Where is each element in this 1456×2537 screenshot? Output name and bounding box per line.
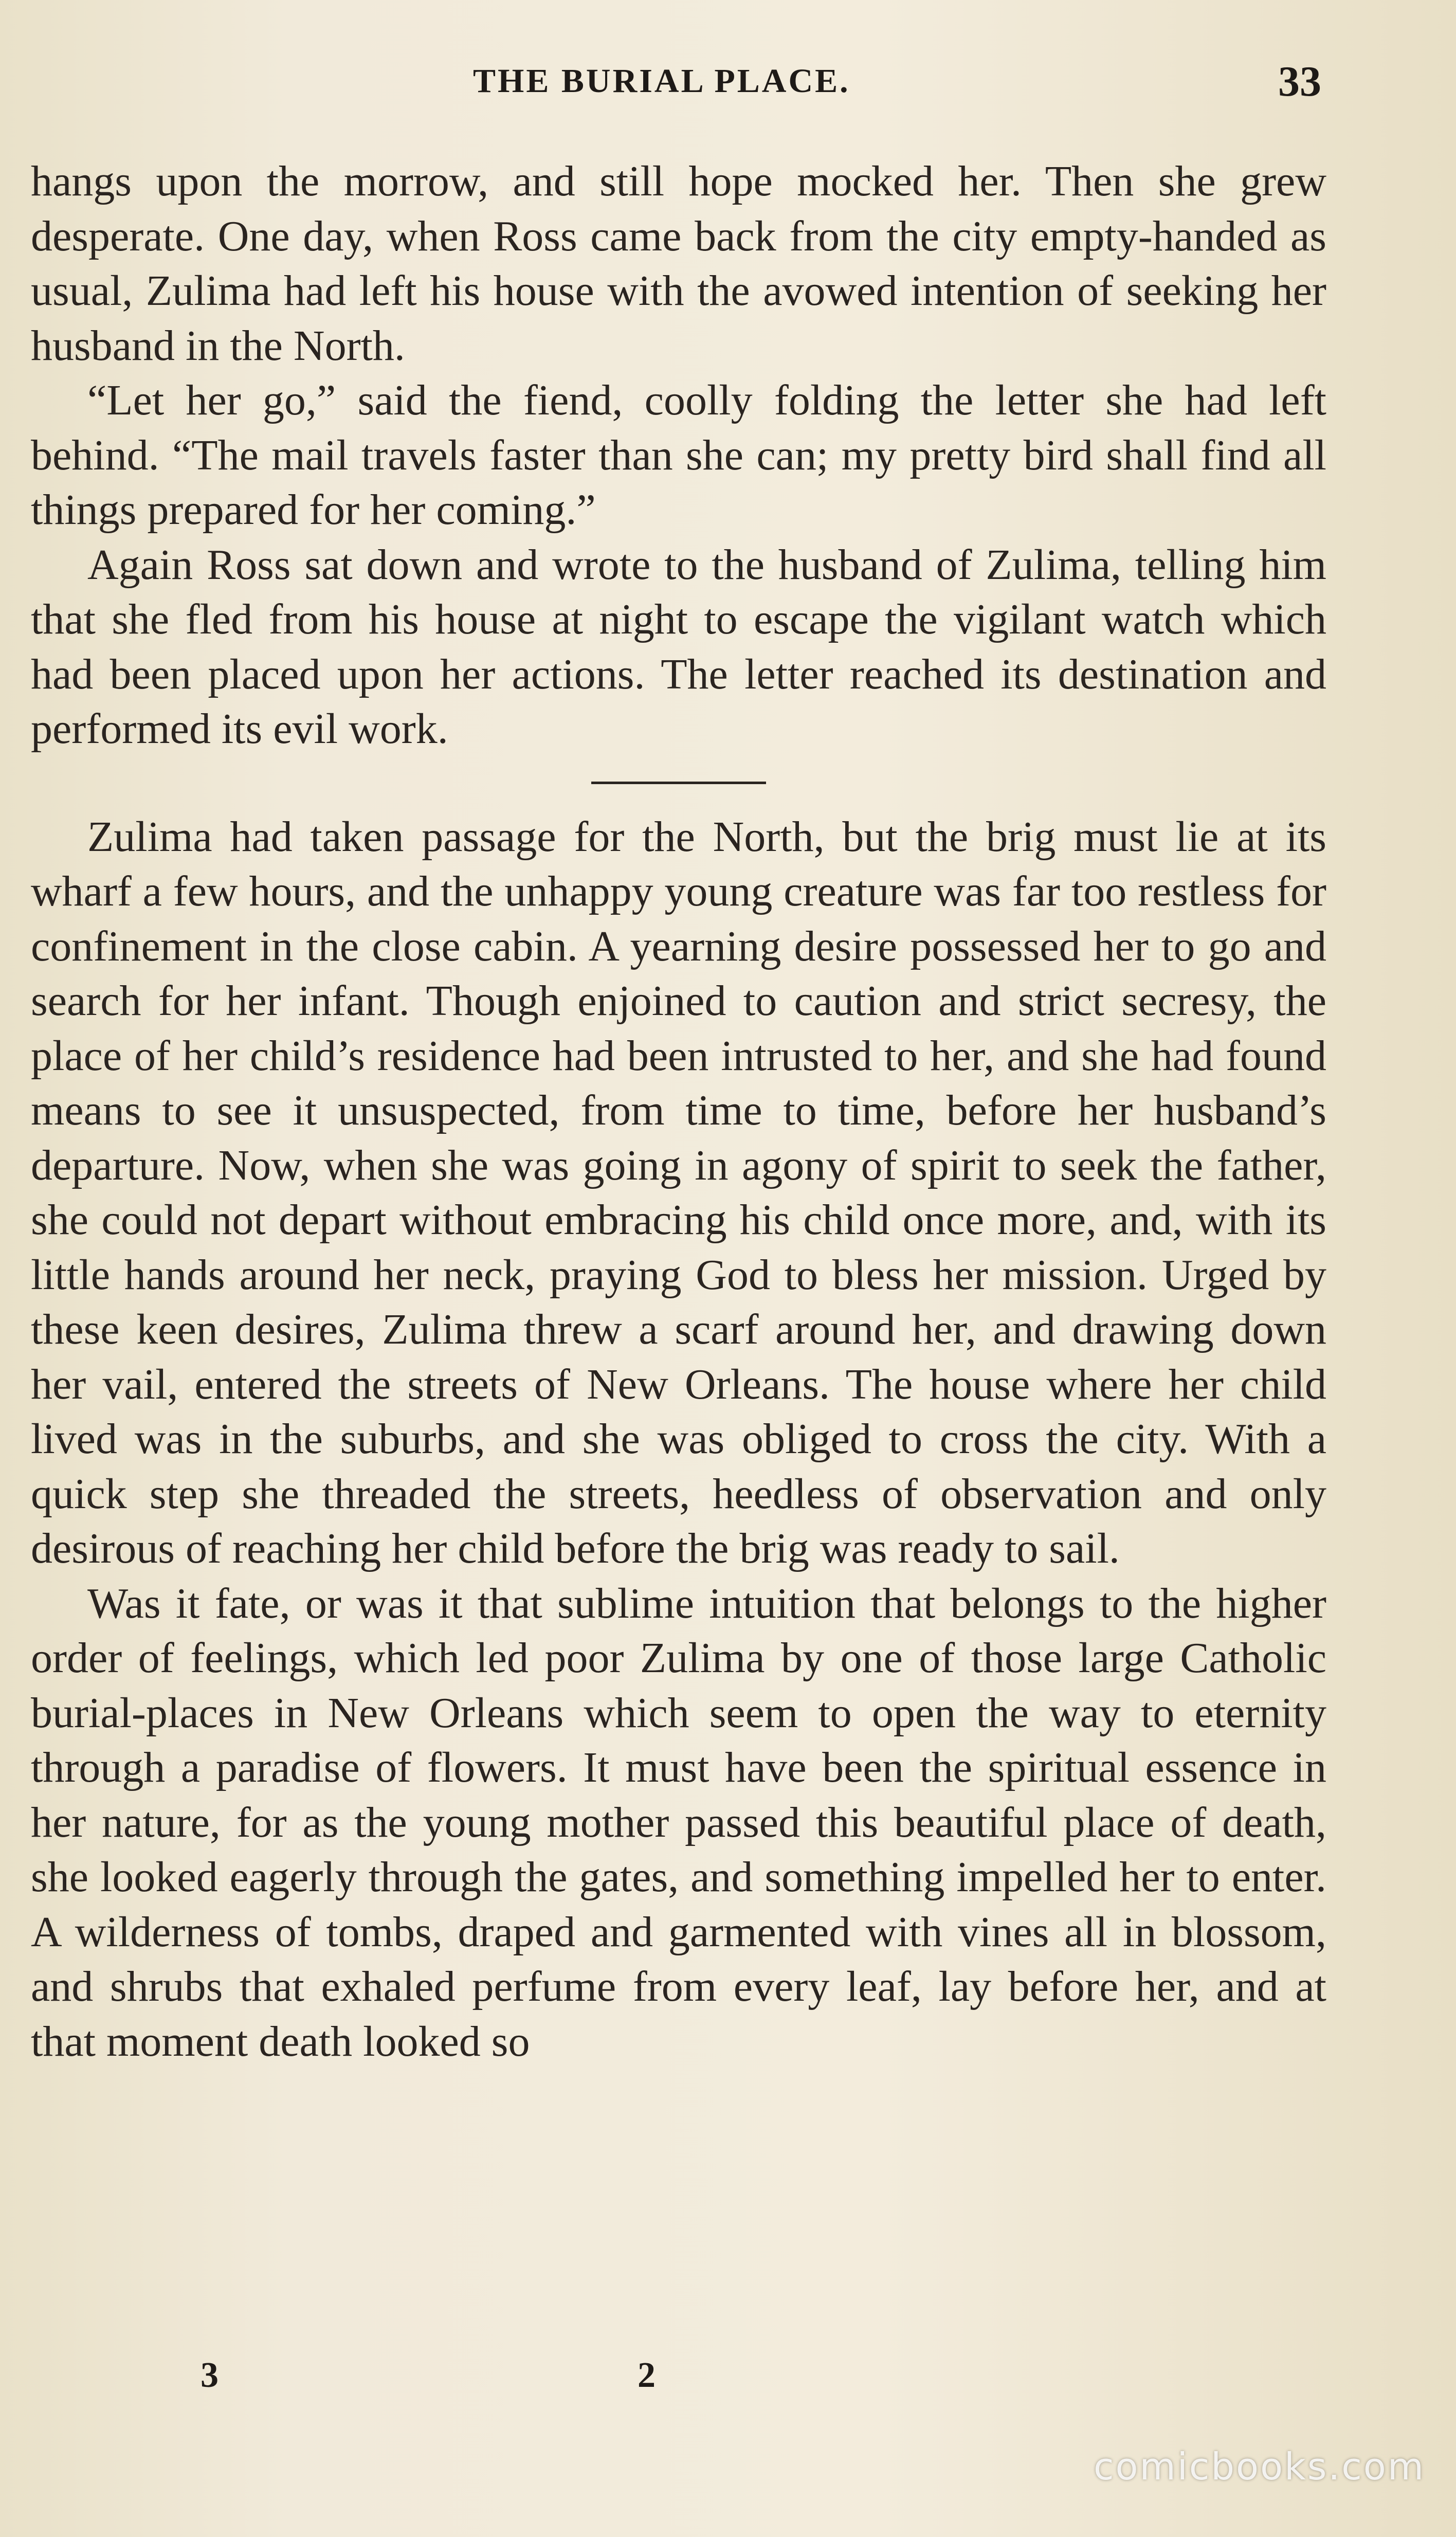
paragraph-4: Zulima had taken passage for the North, but the brig must lie at its wharf a few hours, and the unhappy young creature was far too restless for confinement in the close cabin. A yearning desire possessed her to go and search for her infant. Though enjoined to caution and strict secresy, the place of her child’s residence had been intrusted to her, and she had found means to see it unsuspected, from time to time, before her husband’s departure. Now, when she was going in agony of spirit to seek the father, she could not depart without embracing his child once more, and, with its little hands around her neck, praying God to bless her mission. Urged by these keen desires, Zulima threw a scarf around her, and drawing down her vail, entered the streets of New Orleans. The house where her child lived was in the suburbs, and she was obliged to cross the city. With a quick step she threaded the streets, heedless of observation and only desirous of reaching her child before the brig was ready to sail. [31, 812, 1326, 1572]
paragraph-5: Was it fate, or was it that sublime intuition that belongs to the higher order of feelings, which led poor Zulima by one of those large Catholic burial-places in New Orleans which seem to open the way to eternity through a paradise of flowers. It must have been the spiritual essence in her nature, for as the young mother passed this beautiful place of death, she looked eagerly through the gates, and something impelled her to enter. A wilderness of tombs, draped and garmented with vines all in blossom, and shrubs that exhaled perfume from every leaf, lay before her, and at that moment death looked so [31, 1579, 1326, 2065]
paragraph-3: Again Ross sat down and wrote to the husband of Zulima, telling him that she fled from his house at night to escape the vigilant watch which had been placed upon her actions. The letter reached its destination and performed its evil work. [31, 540, 1326, 753]
signature-mark-center: 2 [638, 2355, 656, 2395]
signature-mark-left: 3 [201, 2355, 219, 2395]
paragraph-2: “Let her go,” said the fiend, coolly folding the letter she had left behind. “The mail travels faster than she can; my pretty bird shall find all things prepared for her coming.” [31, 376, 1326, 534]
page-header [31, 57, 1326, 123]
running-head: THE BURIAL PLACE. [473, 62, 850, 100]
section-divider [591, 782, 766, 784]
signature-marks [31, 2355, 1326, 2412]
page-number: 33 [1278, 58, 1321, 105]
paragraph-1: hangs upon the morrow, and still hope mocked her. Then she grew desperate. One day, when Ross came back from the city empty-handed as usual, Zulima had left his house with the avowed intention of seeking her husband in the North. [31, 157, 1326, 370]
body-text [31, 154, 1326, 2069]
watermark: comicbooks.com [1093, 2445, 1425, 2488]
